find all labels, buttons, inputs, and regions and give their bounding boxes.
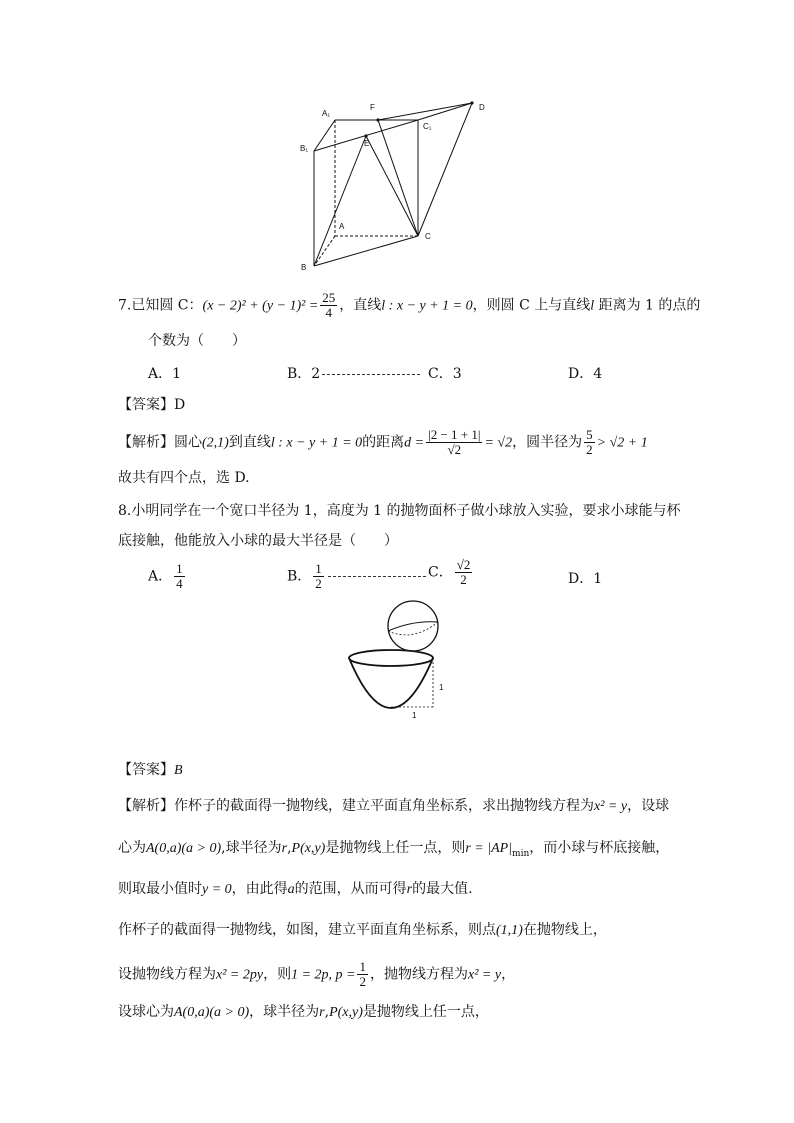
q7-choice-c[interactable]: C．3	[428, 366, 462, 382]
radius-frac: $\frac{5}{2}$	[586, 427, 593, 457]
q8-choice-d[interactable]: D．1	[568, 571, 603, 587]
q7-conclusion: 故共有四个点，选 D.	[118, 470, 250, 486]
q8-choice-a[interactable]: A． $\frac{1}{4}$	[148, 561, 183, 591]
label-d: D	[479, 103, 485, 112]
q7-stem-line1	[118, 291, 700, 320]
q8-analysis-p2: 心为A(0,a)(a > 0),球半径为r,P(x,y)是抛物线上任一点，则$r = |AP|_{min}$，而小球与杯底接触，	[118, 840, 670, 859]
q7-prefix: 已知圆 C：	[131, 297, 203, 314]
height-label: 1	[439, 683, 444, 692]
label-a: A	[339, 222, 345, 231]
q8-choice-b[interactable]: B． $\frac{1}{2}$	[287, 562, 428, 591]
q8-analysis-p3: 则取最小值时y = 0，由此得a的范围，从而可得r的最大值.	[118, 881, 473, 897]
prism-figure	[296, 96, 496, 272]
q7-circle-frac: $\frac{25}{4}$	[322, 290, 336, 320]
q8-stem-line1: 8.小明同学在一个宽口半径为 1，高度为 1 的抛物面杯子做小球放入实验，要求小球能与杯	[118, 503, 681, 519]
distance-frac: $\frac{|2 - 1 + 1|}{√2}$	[428, 427, 481, 457]
label-c: C	[425, 232, 431, 241]
q7-number: 7.	[118, 297, 132, 314]
label-c1: C₁	[423, 122, 432, 131]
label-e: E	[364, 139, 370, 148]
label-b: B	[301, 263, 307, 272]
q7-answer: 【答案】D	[118, 397, 186, 413]
q8-analysis-p1: 【解析】作杯子的截面得一抛物线，建立平面直角坐标系，求出抛物线方程为x² = y，设球	[118, 798, 670, 814]
q7-choice-a[interactable]: A．1	[148, 366, 182, 382]
q7-l: l	[590, 298, 595, 314]
q7-mid: ，直线	[339, 297, 382, 314]
q7-stem-line2: 个数为（ ）	[148, 333, 246, 349]
q8-choice-c[interactable]: C． $\frac{√2}{2}$	[428, 557, 471, 587]
q8-analysis-p4: 作杯子的截面得一抛物线，如图，建立平面直角坐标系，则点(1,1)在抛物线上，	[118, 922, 607, 938]
q7-analysis: 【解析】圆心(2,1)到直线l : x − y + 1 = 0的距离d = $\frac{|2 - 1 + 1|}{√2}$ = √2，圆半径为 $\frac{5}{2}$ > √2 + 1	[118, 427, 648, 457]
q7-circle-eq: (x − 2)² + (y − 1)² =	[202, 298, 319, 314]
dashed-leader	[322, 374, 420, 375]
label-b1: B₁	[300, 144, 309, 153]
q7-suffix2: 距离为 1 的点的	[594, 297, 701, 314]
q8-analysis-p5: 设抛物线方程为x² = 2py，则1 = 2p, p = $\frac{1}{2}$ ，抛物线方程为x² = y，	[118, 959, 516, 989]
q7-suffix: ，则圆 C 上与直线	[472, 297, 591, 314]
q7-choice-d[interactable]: D．4	[568, 366, 603, 382]
dashed-leader	[328, 576, 426, 577]
q8-stem-line2: 底接触，他能放入小球的最大半径是（ ）	[118, 533, 398, 549]
radius-label: 1	[412, 711, 417, 720]
label-f: F	[370, 103, 375, 112]
q7-line-eq: l : x − y + 1 = 0	[381, 298, 473, 314]
q8-analysis-p6: 设球心为A(0,a)(a > 0)，球半径为r,P(x,y)是抛物线上任一点，	[118, 1004, 489, 1020]
q8-answer: 【答案】B	[118, 762, 183, 778]
q7-choice-b[interactable]: B．2	[287, 363, 422, 383]
cup-ball-figure	[340, 598, 460, 723]
label-a1: A₁	[322, 109, 331, 118]
